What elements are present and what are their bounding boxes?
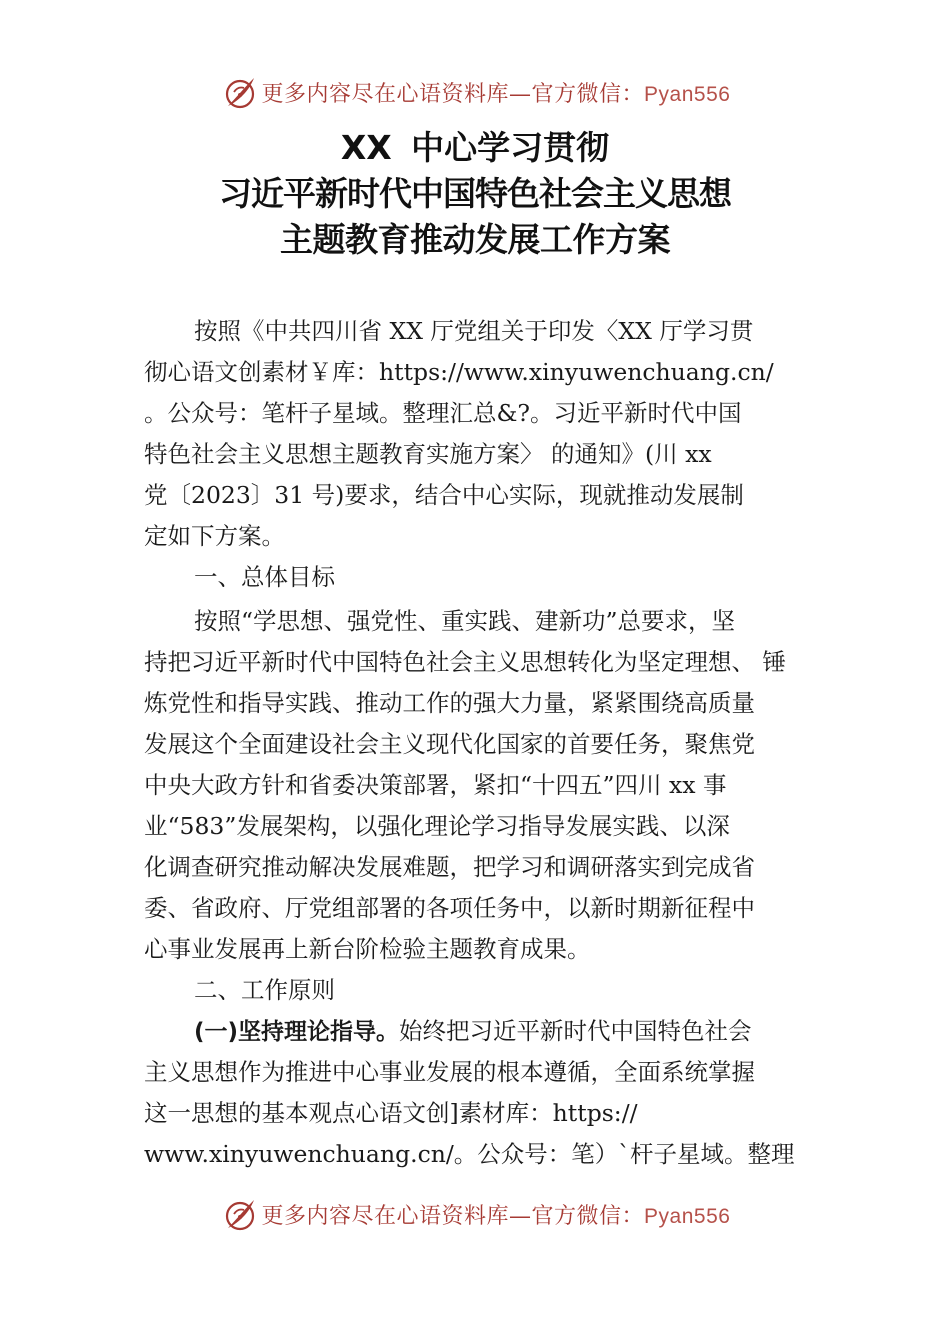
text-line: 持把习近平新时代中国特色社会主义思想转化为坚定理想、 锤 [144,648,786,676]
wechat-handle: Pyan556 [644,1204,731,1228]
wechat-handle: Pyan556 [644,82,731,106]
title-line-1: XX 中心学习贯彻 [340,128,610,167]
section-heading-1: 一、总体目标 [194,563,335,591]
text-line: 化调查研究推动解决发展难题，把学习和调研落实到完成省 [144,853,755,881]
watermark-text: 更多内容尽在心语资料库—官方微信：Pyan556 [261,81,731,107]
title-line-3: 主题教育推动发展工作方案 [280,220,670,259]
text-line: 。公众号：笔杆子星域。整理汇总&?。习近平新时代中国 [144,399,742,427]
text-line: 业“583”发展架构，以强化理论学习指导发展实践、以深 [144,812,730,840]
quill-circle-logo-icon [220,72,260,112]
section-heading-2: 二、工作原则 [194,976,335,1004]
text-line: 委、省政府、厅党组部署的各项任务中，以新时期新征程中 [144,894,755,922]
text-line: 特色社会主义思想主题教育实施方案〉 的通知》(川 xx [144,440,712,468]
text-line: 党〔2023〕31 号)要求，结合中心实际，现就推动发展制 [144,481,744,509]
text-line: 主义思想作为推进中心事业发展的根本遵循，全面系统掌握 [144,1058,755,1086]
goal-paragraph [144,601,812,970]
title-line-2: 习近平新时代中国特色社会主义思想 [219,174,731,213]
document-body [144,311,812,1175]
quill-circle-logo-icon [220,1194,260,1234]
text-line: 炼党性和指导实践、推动工作的强大力量，紧紧围绕高质量 [144,689,755,717]
intro-paragraph [144,311,812,557]
text-line [144,1011,812,1052]
text-line: 发展这个全面建设社会主义现代化国家的首要任务，聚焦党 [144,730,755,758]
text-line: 中央大政方针和省委决策部署，紧扣“十四五”四川 xx 事 [144,771,727,799]
text-line: 定如下方案。 [144,522,285,550]
principle-lead: (一)坚持理论指导。 [194,1019,400,1045]
watermark-text: 更多内容尽在心语资料库—官方微信：Pyan556 [261,1203,731,1229]
bottom-watermark-banner [0,1192,950,1236]
text-line: 彻心语文创素材￥库：https://www.xinyuwenchuang.cn/ [144,358,774,386]
text-line: 心事业发展再上新台阶检验主题教育成果。 [144,935,591,963]
principle-rest: 始终把习近平新时代中国特色社会 [399,1017,752,1045]
top-watermark-banner [0,70,950,114]
principle-paragraph [144,1011,812,1175]
text-line: www.xinyuwenchuang.cn/。公众号：笔）`杆子星域。整理 [144,1140,795,1168]
text-line: 按照“学思想、强党性、重实践、建新功”总要求，坚 [194,607,736,635]
text-line: 按照《中共四川省 XX 厅党组关于印发〈XX 厅学习贯 [194,317,754,345]
text-line: 这一思想的基本观点心语文创]素材库：https:// [144,1099,638,1127]
